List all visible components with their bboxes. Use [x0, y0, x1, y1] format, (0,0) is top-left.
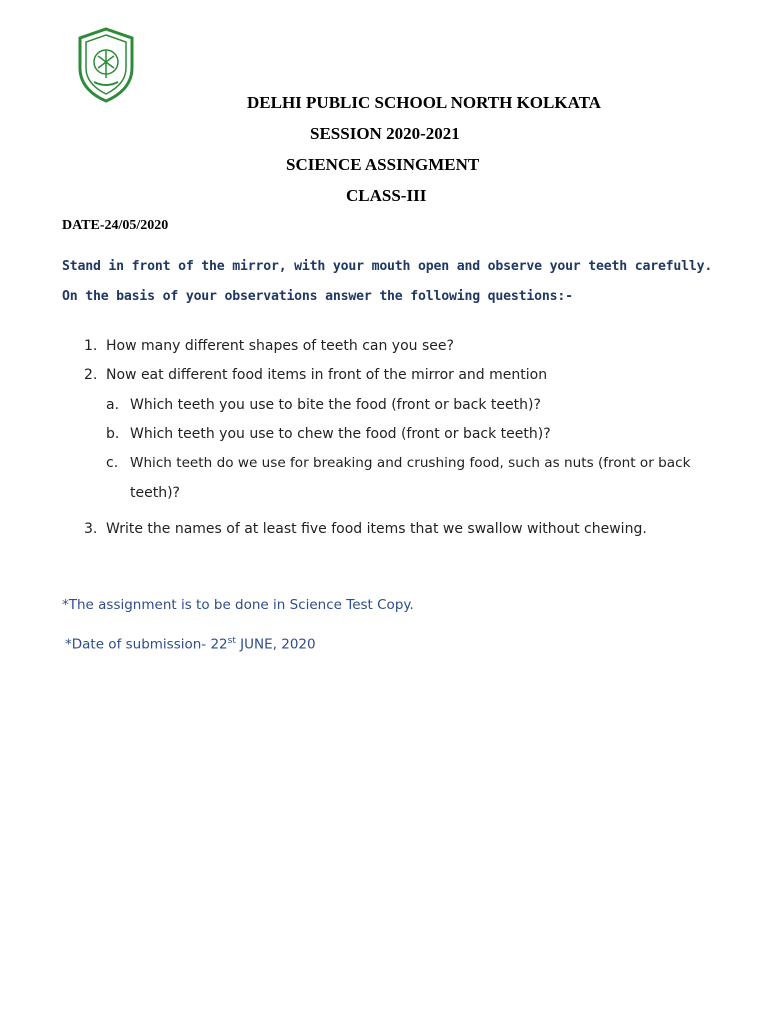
question-2a-number: a. [106, 397, 120, 413]
question-2-number: 2. [84, 367, 98, 383]
submission-date-suffix: JUNE, 2020 [235, 636, 316, 653]
instruction-line-1: Stand in front of the mirror, with your mouth open and observe your teeth carefully. [62, 259, 713, 274]
note-copy: *The assignment is to be done in Science Test Copy. [62, 597, 414, 613]
question-2c-text-continued: teeth)? [130, 485, 180, 501]
school-crest-logo [74, 26, 138, 104]
assignment-date: DATE-24/05/2020 [62, 218, 169, 233]
assignment-title: SCIENCE ASSINGMENT [286, 155, 480, 174]
class-title: CLASS-III [346, 186, 427, 205]
submission-date-ordinal: st [227, 636, 236, 646]
question-1-number: 1. [84, 338, 98, 354]
question-2b-number: b. [106, 426, 120, 442]
question-3-text: Write the names of at least five food items that we swallow without chewing. [106, 521, 647, 537]
school-name: DELHI PUBLIC SCHOOL NORTH KOLKATA [247, 93, 601, 112]
question-1-text: How many different shapes of teeth can you see? [106, 338, 454, 354]
question-2b-text: Which teeth you use to chew the food (front or back teeth)? [130, 426, 551, 442]
question-3-number: 3. [84, 521, 98, 537]
question-2c-text: Which teeth do we use for breaking and crushing food, such as nuts (front or back [130, 455, 691, 471]
session-title: SESSION 2020-2021 [310, 124, 460, 143]
question-2c-number: c. [106, 455, 119, 471]
question-2-text: Now eat different food items in front of the mirror and mention [106, 367, 548, 383]
question-2a-text: Which teeth you use to bite the food (front or back teeth)? [130, 397, 541, 413]
instruction-line-2: On the basis of your observations answer the following questions:- [62, 289, 573, 304]
note-submission-date [65, 636, 316, 653]
submission-date-prefix: *Date of submission- 22 [65, 636, 228, 653]
